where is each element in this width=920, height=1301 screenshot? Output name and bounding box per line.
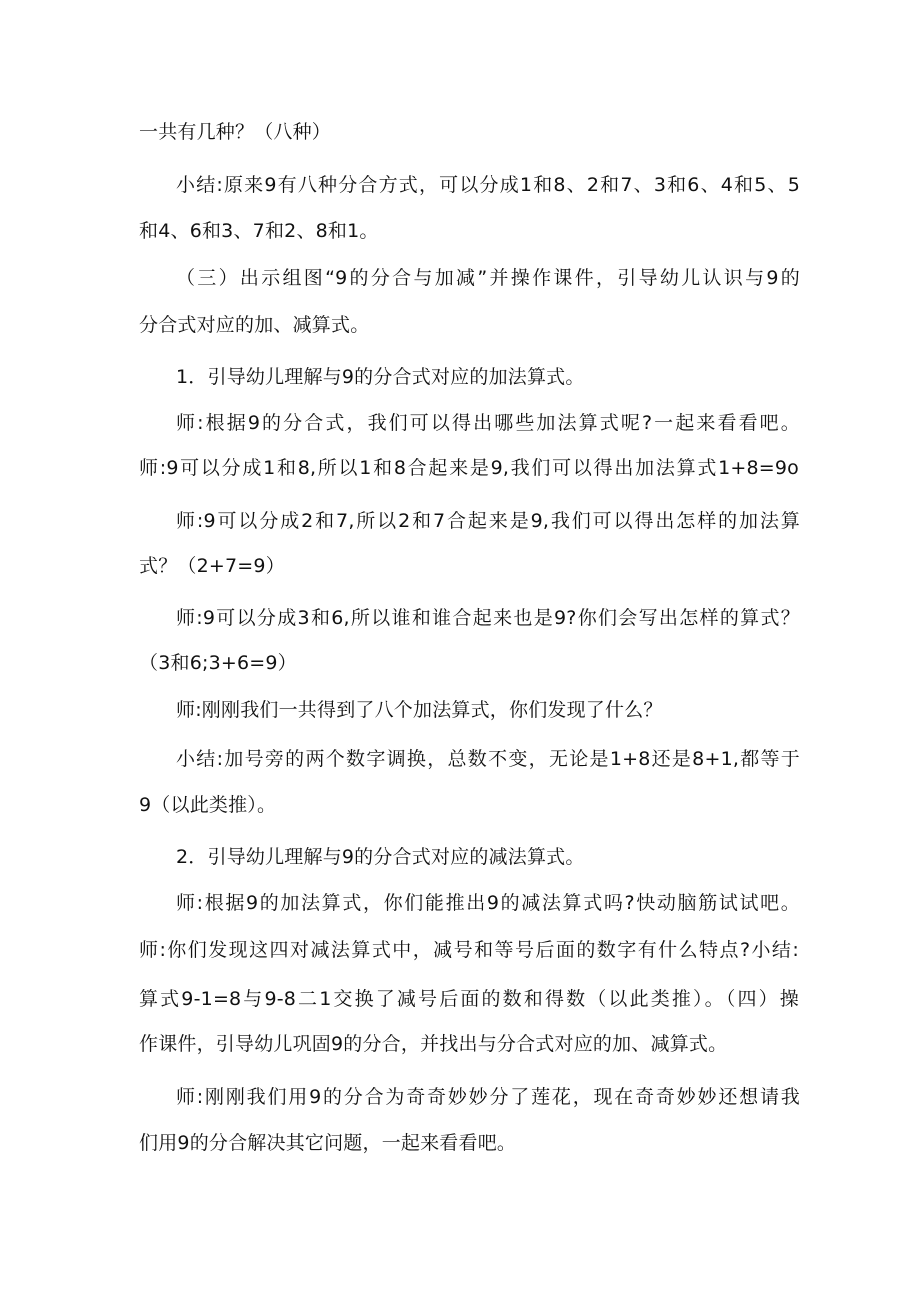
text-line: 作课件，引导幼儿巩固9的分合，并找出与分合式对应的加、减算式。 (139, 1033, 728, 1055)
text-line: 一共有几种？（八种） (139, 121, 332, 143)
text-line: 小结:加号旁的两个数字调换，总数不变，无论是1+8还是8+1,都等于 (176, 748, 800, 770)
text-line: 分合式对应的加、减算式。 (139, 314, 370, 336)
text-line: 师:9可以分成1和8,所以1和8合起来是9,我们可以得出加法算式1+8=9o (139, 457, 799, 479)
text-line: 师:刚刚我们用9的分合为奇奇妙妙分了莲花，现在奇奇妙妙还想请我 (176, 1086, 800, 1108)
text-line: 1．引导幼儿理解与9的分合式对应的加法算式。 (176, 366, 585, 388)
text-line: 和4、6和3、7和2、8和1。 (139, 220, 379, 242)
text-line: 式？（2+7=9） (139, 555, 285, 577)
text-line: 师:9可以分成2和7,所以2和7合起来是9,我们可以得出怎样的加法算 (176, 510, 800, 532)
text-line: 算式9-1=8与9-8二1交换了减号后面的数和得数（以此类推）。（四）操 (139, 988, 799, 1010)
text-line: 们用9的分合解决其它问题，一起来看看吧。 (139, 1132, 517, 1154)
text-line: 9（以此类推）。 (139, 794, 277, 816)
text-line: 师:根据9的分合式，我们可以得出哪些加法算式呢?一起来看看吧。 (176, 412, 800, 434)
text-line: 师:刚刚我们一共得到了八个加法算式，你们发现了什么？ (176, 699, 663, 721)
text-line: （3和6;3+6=9） (139, 652, 297, 674)
text-line: 师:9可以分成3和6,所以谁和谁合起来也是9?你们会写出怎样的算式？ (176, 607, 800, 629)
text-line: （三）出示组图“9的分合与加减”并操作课件，引导幼儿认识与9的 (176, 267, 800, 289)
text-line: 2．引导幼儿理解与9的分合式对应的减法算式。 (176, 846, 585, 868)
text-line: 师:根据9的加法算式，你们能推出9的减法算式吗?快动脑筋试试吧。 (176, 892, 800, 914)
text-line: 师:你们发现这四对减法算式中，减号和等号后面的数字有什么特点?小结: (139, 939, 799, 961)
text-line: 小结:原来9有八种分合方式，可以分成1和8、2和7、3和6、4和5、5 (176, 174, 800, 196)
